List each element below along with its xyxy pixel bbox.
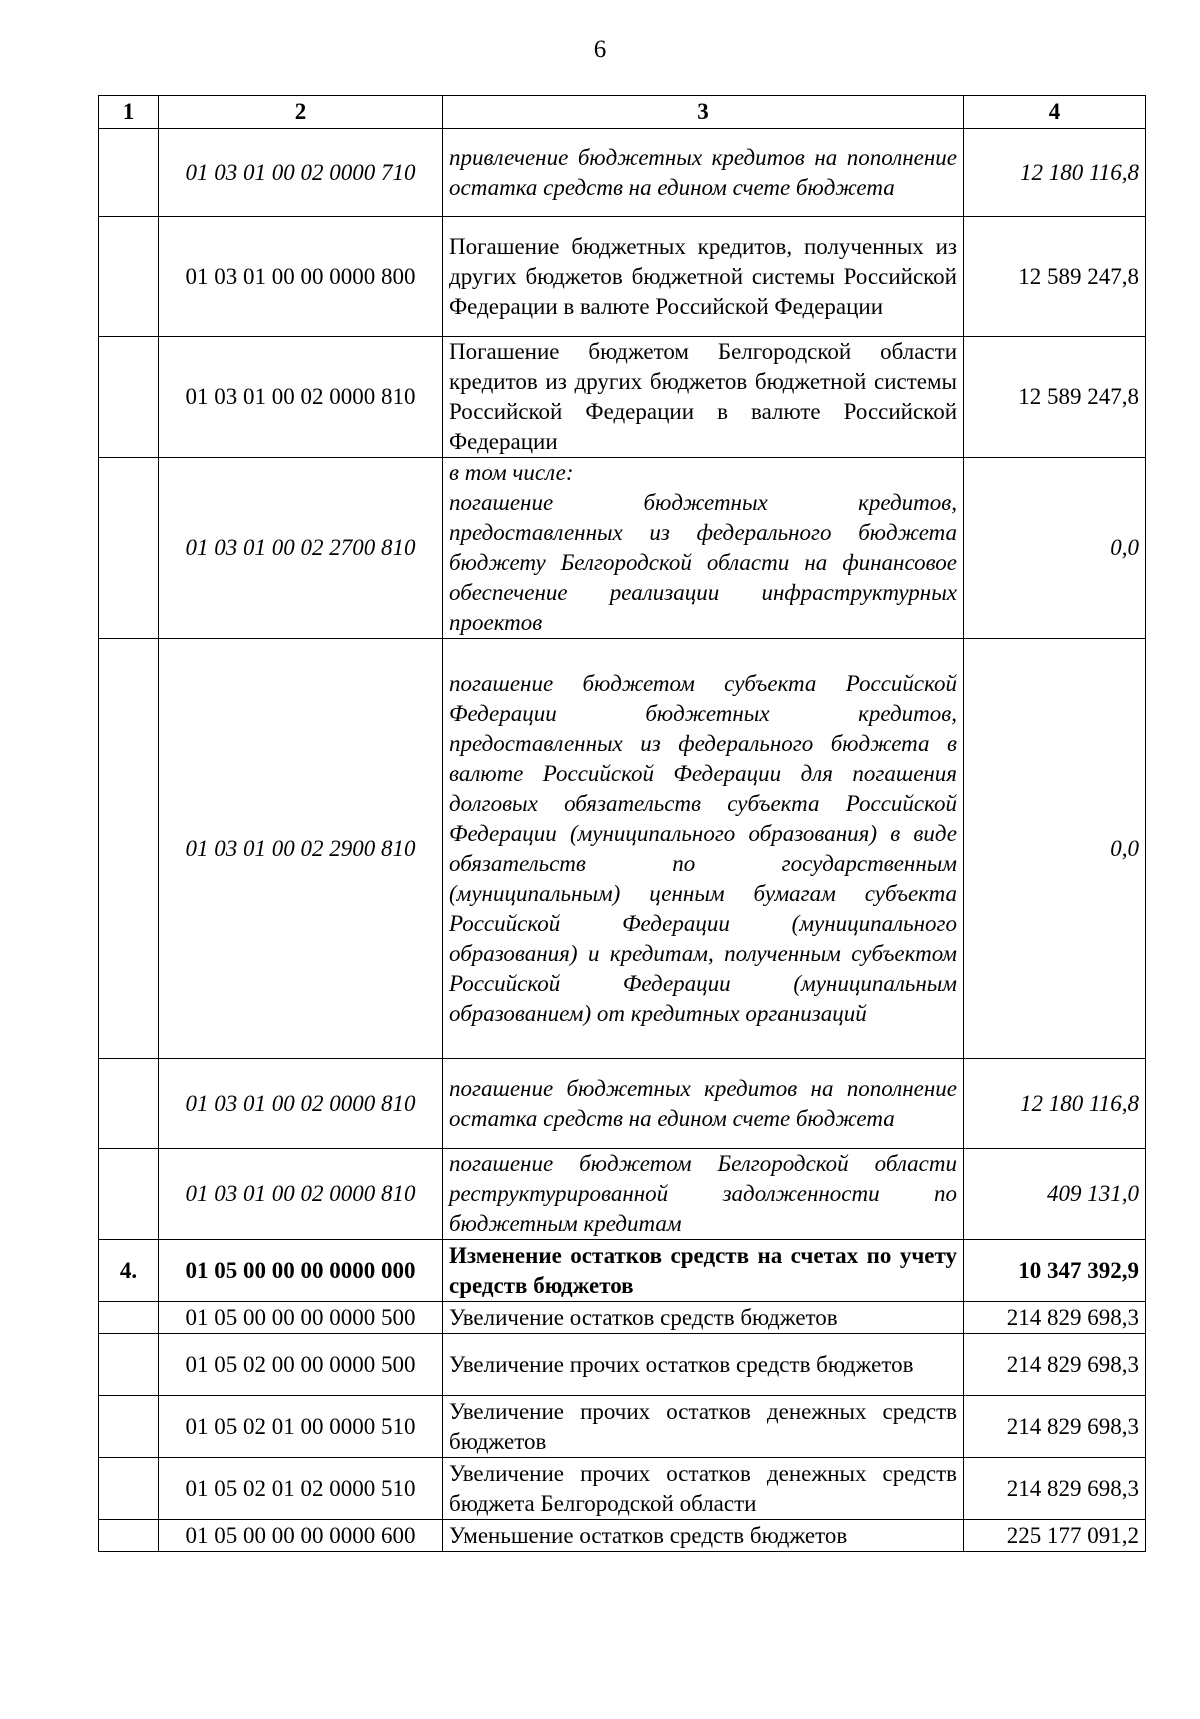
table-row (99, 129, 1146, 217)
row-amount: 409 131,0 (964, 1149, 1146, 1240)
table-row (99, 1302, 1146, 1334)
row-description: Увеличение остатков средств бюджетов (443, 1302, 964, 1334)
row-amount: 12 180 116,8 (964, 1059, 1146, 1149)
row-description: Увеличение прочих остатков денежных средств бюджета Белгородской области (443, 1458, 964, 1520)
row-number (99, 1396, 159, 1458)
row-number (99, 217, 159, 337)
section-row (99, 1240, 1146, 1302)
section-number: 4. (99, 1240, 159, 1302)
row-number (99, 1458, 159, 1520)
budget-code: 01 03 01 00 00 0000 800 (159, 217, 443, 337)
table-row (99, 1458, 1146, 1520)
row-number (99, 1302, 159, 1334)
table-header-row (99, 96, 1146, 129)
table-row (99, 1334, 1146, 1396)
column-header-2: 2 (159, 96, 443, 129)
budget-sources-table (98, 95, 1146, 1552)
budget-code: 01 05 00 00 00 0000 600 (159, 1520, 443, 1552)
budget-code: 01 03 01 00 02 0000 810 (159, 1149, 443, 1240)
row-number (99, 1520, 159, 1552)
table-row (99, 458, 1146, 639)
column-header-1: 1 (99, 96, 159, 129)
table-row (99, 639, 1146, 1059)
table-row (99, 337, 1146, 458)
section-title: Изменение остатков средств на счетах по учету средств бюджетов (443, 1240, 964, 1302)
row-description: погашение бюджетом Белгородской области реструктурированной задолженности по бюджетным кредитам (443, 1149, 964, 1240)
row-description: погашение бюджетных кредитов на пополнение остатка средств на едином счете бюджета (443, 1059, 964, 1149)
budget-code: 01 03 01 00 02 2700 810 (159, 458, 443, 639)
budget-code: 01 03 01 00 02 0000 810 (159, 337, 443, 458)
row-description: Увеличение прочих остатков денежных средств бюджетов (443, 1396, 964, 1458)
row-description: Погашение бюджетных кредитов, полученных из других бюджетов бюджетной системы Российской Федерации в валюте Российской Федерации (443, 217, 964, 337)
row-number (99, 639, 159, 1059)
row-amount: 225 177 091,2 (964, 1520, 1146, 1552)
table-row (99, 1520, 1146, 1552)
row-amount: 0,0 (964, 458, 1146, 639)
budget-code: 01 05 00 00 00 0000 000 (159, 1240, 443, 1302)
page-number: 6 (593, 36, 607, 63)
row-number (99, 1059, 159, 1149)
row-amount: 12 180 116,8 (964, 129, 1146, 217)
budget-code: 01 05 02 00 00 0000 500 (159, 1334, 443, 1396)
row-description: Увеличение прочих остатков средств бюджетов (443, 1334, 964, 1396)
column-header-4: 4 (964, 96, 1146, 129)
row-description (443, 458, 964, 639)
table-row (99, 1059, 1146, 1149)
section-amount: 10 347 392,9 (964, 1240, 1146, 1302)
row-amount: 12 589 247,8 (964, 217, 1146, 337)
row-description: привлечение бюджетных кредитов на пополнение остатка средств на едином счете бюджета (443, 129, 964, 217)
row-amount: 214 829 698,3 (964, 1334, 1146, 1396)
row-description: Погашение бюджетом Белгородской области кредитов из других бюджетов бюджетной системы Российской Федерации в валюте Российской Федерации (443, 337, 964, 458)
budget-code: 01 05 02 01 02 0000 510 (159, 1458, 443, 1520)
row-number (99, 1149, 159, 1240)
table-row (99, 1396, 1146, 1458)
row-amount: 214 829 698,3 (964, 1302, 1146, 1334)
row-amount: 12 589 247,8 (964, 337, 1146, 458)
row-description-prefix: в том числе: (449, 460, 574, 485)
row-amount: 214 829 698,3 (964, 1458, 1146, 1520)
row-number (99, 458, 159, 639)
row-number (99, 129, 159, 217)
column-header-3: 3 (443, 96, 964, 129)
table-row (99, 217, 1146, 337)
row-description: погашение бюджетом субъекта Российской Федерации бюджетных кредитов, предоставленных из федерального бюджета в валюте Российской Федерации для погашения долговых обязательств субъекта Российской Федерации (муниципального образования) в виде обязательств по государственным (муниципальным) ценным бумагам субъекта Российской Федерации (муниципального образования) и кредитам, полученным субъектом Российской Федерации (муниципальным образованием) от кредитных организаций (443, 639, 964, 1059)
row-amount: 214 829 698,3 (964, 1396, 1146, 1458)
row-description: Уменьшение остатков средств бюджетов (443, 1520, 964, 1552)
row-number (99, 1334, 159, 1396)
row-description-body: погашение бюджетных кредитов, предоставленных из федерального бюджета бюджету Белгородской области на финансовое обеспечение реализации инфраструктурных проектов (449, 490, 957, 635)
budget-code: 01 05 02 01 00 0000 510 (159, 1396, 443, 1458)
budget-code: 01 03 01 00 02 0000 710 (159, 129, 443, 217)
table-row (99, 1149, 1146, 1240)
row-number (99, 337, 159, 458)
budget-code: 01 05 00 00 00 0000 500 (159, 1302, 443, 1334)
budget-code: 01 03 01 00 02 2900 810 (159, 639, 443, 1059)
budget-code: 01 03 01 00 02 0000 810 (159, 1059, 443, 1149)
row-amount: 0,0 (964, 639, 1146, 1059)
